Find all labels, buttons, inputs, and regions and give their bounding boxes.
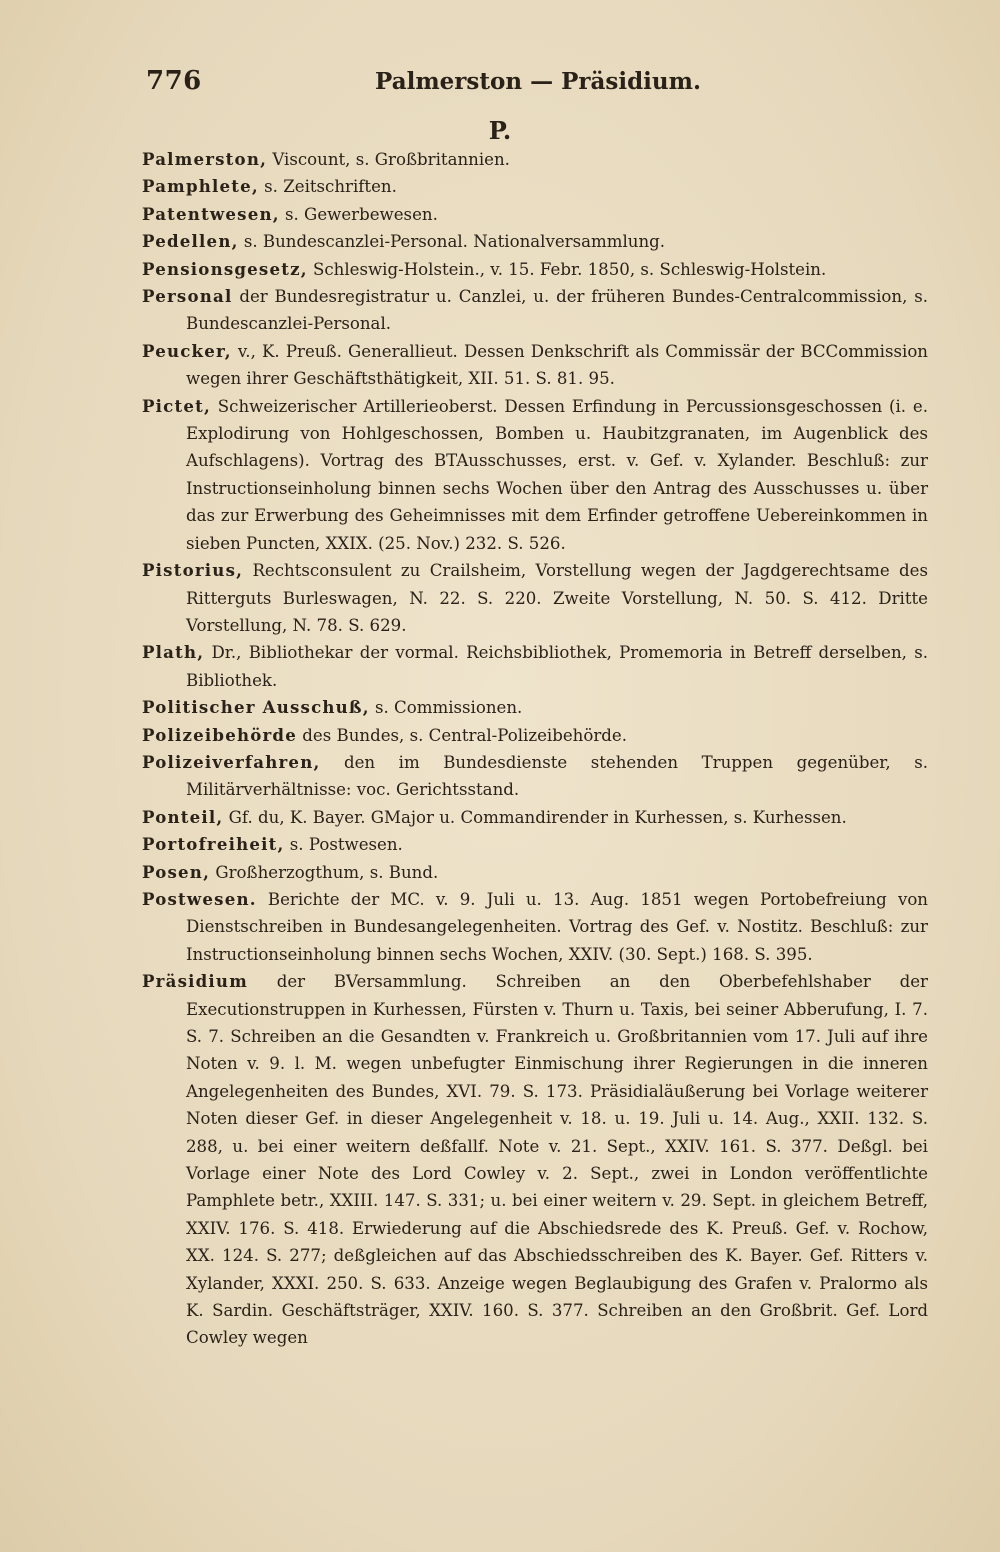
index-entry <box>142 173 928 200</box>
entry-headword: Plath, <box>142 642 205 663</box>
entry-text: der Bundesregistratur u. Canzlei, u. der früheren Bundes-Centralcommission, s. Bundescanzlei-Personal. <box>186 287 928 334</box>
index-entry <box>142 968 928 1352</box>
entry-headword: Pamphlete, <box>142 176 259 197</box>
entry-headword: Ponteil, <box>142 806 224 827</box>
entry-headword: Pensionsgesetz, <box>142 258 308 279</box>
entry-text: s. Commissionen. <box>369 698 523 718</box>
entry-text: s. Gewerbewesen. <box>279 204 438 224</box>
entry-headword: Patentwesen, <box>142 203 280 224</box>
entry-text: des Bundes, s. Central-Polizeibehörde. <box>297 725 627 745</box>
index-entry <box>142 201 928 228</box>
entry-headword: Polizeiverfahren, <box>142 751 321 772</box>
entry-text: Berichte der MC. v. 9. Juli u. 13. Aug. 1851 wegen Portobefreiung von Dienstschreiben in Bundesangelegenheiten. Vortrag des Gef. v. Nostitz. Beschluß: zur Instructionseinholung binnen sechs Wochen, XXIV. (30. Sept.) 168. S. 395. <box>186 889 928 964</box>
running-head: Palmerston — Präsidium. <box>375 68 701 95</box>
entry-text: Rechtsconsulent zu Crailsheim, Vorstellung wegen der Jagdgerechtsame des Ritterguts Burleswagen, N. 22. S. 220. Zweite Vorstellung, N. 50. S. 412. Dritte Vorstellung, N. 78. S. 629. <box>186 561 928 635</box>
page-header <box>146 66 930 106</box>
entry-text: den im Bundesdienste stehenden Truppen gegenüber, s. Militärverhältnisse: voc. Gerichtsstand. <box>186 752 928 800</box>
entry-text: Schleswig-Holstein., v. 15. Febr. 1850, s. Schleswig-Holstein. <box>307 259 827 279</box>
index-entry <box>142 639 928 694</box>
entry-text: Großherzogthum, s. Bund. <box>210 862 439 882</box>
index-entry <box>142 722 928 749</box>
entry-text: Viscount, s. Großbritannien. <box>267 150 510 169</box>
entry-headword: Peucker, <box>142 340 232 361</box>
entry-text: v., K. Preuß. Generallieut. Dessen Denkschrift als Commissär der BCCommission wegen ihrer Geschäftsthätigkeit, XII. 51. S. 81. 95. <box>186 341 928 389</box>
index-entry <box>142 283 928 338</box>
index-entry <box>142 256 928 283</box>
entry-text: Gf. du, K. Bayer. GMajor u. Commandirender in Kurhessen, s. Kurhessen. <box>223 807 847 827</box>
index-entry <box>142 749 928 804</box>
entry-text: der BVersammlung. Schreiben an den Oberbefehlshaber der Executionstruppen in Kurhessen, Fürsten v. Thurn u. Taxis, bei seiner Abberufung, I. 7. S. 7. Schreiben an die Gesandten v. Frankreich u. Großbritannien vom 17. Juli auf ihre Noten v. 9. l. M. wegen unbefugter Einmischung ihrer Regierungen in die inneren Angelegenheiten des Bundes, XVI. 79. S. 173. Präsidialäußerung bei Vorlage weiterer Noten dieser Gef. in dieser Angelegenheit v. 18. u. 19. Juli u. 14. Aug., XXII. 132. S. 288, u. bei einer weitern deßfallf. Note v. 21. Sept., XXIV. 161. S. 377. Deßgl. bei Vorlage einer Note des Lord Cowley v. 2. Sept., zwei in London veröffentlichte Pamphlete betr., XXIII. 147. S. 331; u. bei einer weitern v. 29. Sept. in gleichem Betreff, XXIV. 176. S. 418. Erwiederung auf die Abschiedsrede des K. Preuß. Gef. v. Rochow, XX. 124. S. 277; deßgleichen auf das Abschiedsschreiben des K. Bayer. Gef. Ritters v. Xylander, XXXI. 250. S. 633. Anzeige wegen Beglaubigung des Grafen v. Pralormo als K. Sardin. Geschäftsträger, XXIV. 160. S. 377. Schreiben an den Großbrit. Gef. Lord Cowley wegen <box>186 972 928 1348</box>
index-entry <box>142 338 928 393</box>
entry-headword: Polizeibehörde <box>142 724 297 745</box>
entry-headword: Pistorius, <box>142 560 244 581</box>
entry-headword: Personal <box>142 286 233 307</box>
index-entry <box>142 804 928 831</box>
index-entry <box>142 146 928 173</box>
entry-text: s. Zeitschriften. <box>258 177 397 197</box>
entry-text: s. Bundescanzlei-Personal. Nationalversammlung. <box>238 232 666 252</box>
entry-headword: Posen, <box>142 861 211 882</box>
entry-headword: Pedellen, <box>142 231 239 252</box>
index-entry <box>142 859 928 886</box>
entry-text: Schweizerischer Artillerieoberst. Dessen Erfindung in Percussionsgeschossen (i. e. Explodirung von Hohlgeschossen, Bomben u. Haubitzgranaten, im Augenblick des Aufschlagens). Vortrag des BTAusschusses, erst. v. Gef. v. Xylander. Beschluß: zur Instructionseinholung binnen sechs Wochen über den Antrag des Ausschusses u. über das zur Erwerbung des Geheimnisses mit dem Erfinder getroffene Uebereinkommen in sieben Puncten, XXIX. (25. Nov.) 232. S. 526. <box>186 396 928 553</box>
index-entry <box>142 694 928 721</box>
entry-headword: Portofreiheit, <box>142 834 285 855</box>
entry-headword: Pictet, <box>142 395 211 416</box>
index-entry <box>142 557 928 639</box>
index-entry <box>142 393 928 557</box>
section-letter: P. <box>488 116 512 145</box>
entry-headword: Politischer Ausschuß, <box>142 697 370 718</box>
index-entry <box>142 831 928 858</box>
entry-headword: Präsidium <box>142 971 248 992</box>
entry-text: s. Postwesen. <box>284 835 403 855</box>
entry-text: Dr., Bibliothekar der vormal. Reichsbibliothek, Promemoria in Betreff derselben, s. Bibliothek. <box>186 643 928 690</box>
entry-headword: Postwesen. <box>142 888 257 909</box>
entry-headword: Palmerston, <box>142 149 268 169</box>
page-number: 776 <box>146 66 202 96</box>
index-entry <box>142 886 928 968</box>
index-entry <box>142 228 928 255</box>
index-entries <box>142 146 928 1352</box>
